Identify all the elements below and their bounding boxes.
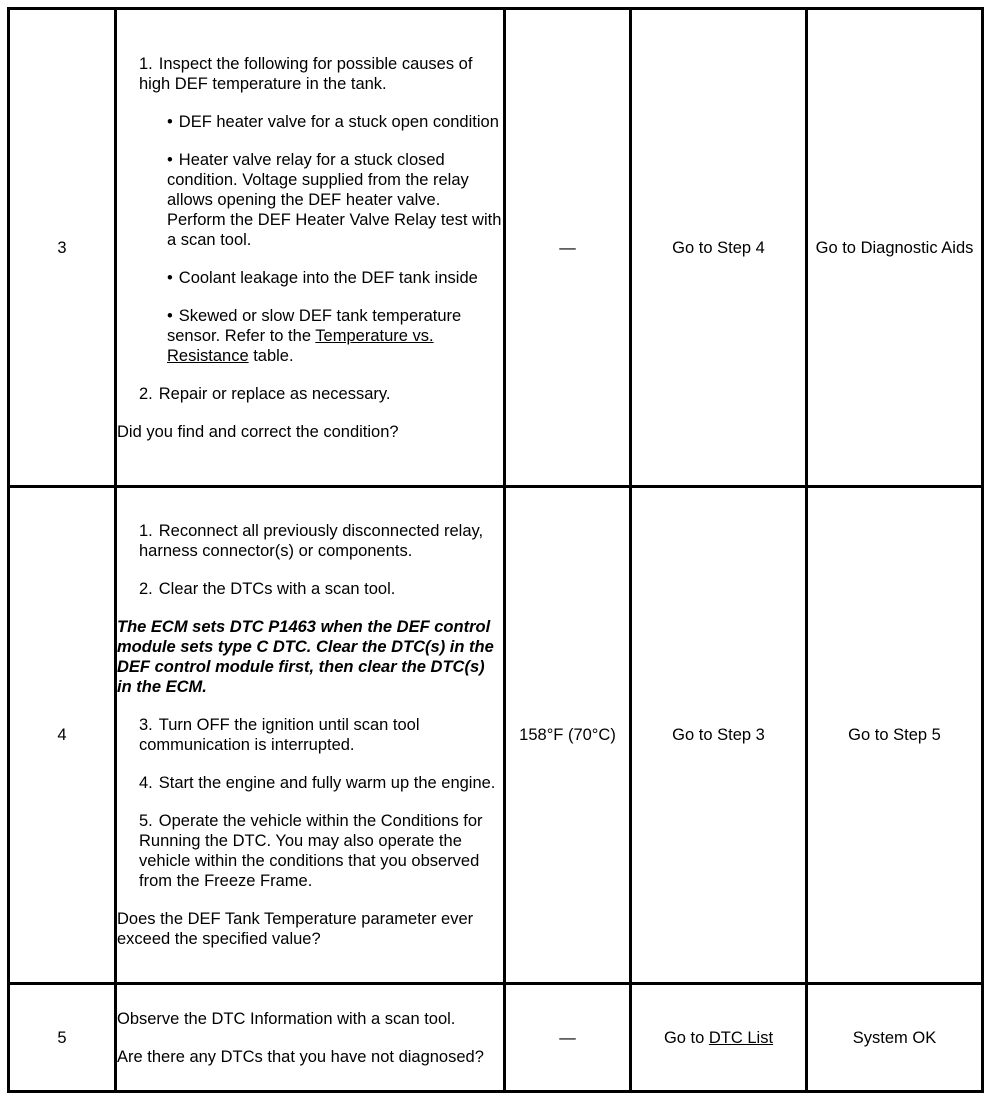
- step-index: 4.: [139, 774, 153, 792]
- step-text: Repair or replace as necessary.: [158, 384, 391, 403]
- action-step: [117, 54, 503, 94]
- bullet-glyph: •: [167, 150, 173, 169]
- action-step: [117, 773, 503, 793]
- step-index: 1.: [139, 54, 153, 73]
- action-step: [117, 521, 503, 561]
- step-index: 3.: [139, 716, 153, 734]
- table-row-step-4: [9, 487, 983, 984]
- step-text: Start the engine and fully warm up the engine.: [158, 774, 496, 792]
- step-text: Clear the DTCs with a scan tool.: [158, 580, 396, 598]
- yes-result: [631, 984, 807, 1092]
- step-index: 5.: [139, 812, 153, 830]
- bullet-text: DEF heater valve for a stuck open condition: [178, 112, 499, 131]
- step-question: Did you find and correct the condition?: [117, 422, 399, 441]
- action-step: [117, 811, 503, 891]
- step-text: Reconnect all previously disconnected relay, harness connector(s) or components.: [139, 522, 484, 560]
- bullet-item: [117, 150, 503, 250]
- step-number: 3: [9, 9, 116, 487]
- action-step: [117, 384, 503, 404]
- bullet-glyph: •: [167, 306, 173, 325]
- bullet-glyph: •: [167, 268, 173, 287]
- bullet-text: Skewed or slow DEF tank temperature sensor. Refer to the: [167, 306, 462, 345]
- table-row-step-3: [9, 9, 983, 487]
- specified-value: —: [505, 9, 631, 487]
- yes-result: Go to Step 4: [631, 9, 807, 487]
- important-note: The ECM sets DTC P1463 when the DEF control module sets type C DTC. Clear the DTC(s) in the DEF control module first, then clear the DTC(s) in the ECM.: [117, 618, 494, 696]
- action-cell: [116, 984, 505, 1092]
- action-step: [117, 579, 503, 599]
- no-result: System OK: [807, 984, 983, 1092]
- yes-result-text: Go to: [663, 1028, 709, 1047]
- step-question: Are there any DTCs that you have not diagnosed?: [117, 1047, 484, 1066]
- step-text: Turn OFF the ignition until scan tool communication is interrupted.: [139, 716, 420, 754]
- step-index: 2.: [139, 580, 153, 598]
- bullet-item: [117, 112, 503, 132]
- step-question: Does the DEF Tank Temperature parameter ever exceed the specified value?: [117, 910, 474, 948]
- step-index: 1.: [139, 522, 153, 540]
- bullet-item: [117, 306, 503, 366]
- bullet-text: Heater valve relay for a stuck closed condition. Voltage supplied from the relay allows opening the DEF heater valve. Perform the DEF Heater Valve Relay test with a scan tool.: [167, 150, 502, 249]
- dtc-list-link[interactable]: DTC List: [708, 1028, 774, 1047]
- bullet-glyph: •: [167, 112, 173, 131]
- no-result: Go to Step 5: [807, 487, 983, 984]
- bullet-text: Coolant leakage into the DEF tank inside: [178, 268, 478, 287]
- action-cell: [116, 9, 505, 487]
- no-result: Go to Diagnostic Aids: [807, 9, 983, 487]
- bullet-text-end: table.: [248, 346, 294, 365]
- step-number: 4: [9, 487, 116, 984]
- yes-result: Go to Step 3: [631, 487, 807, 984]
- step-index: 2.: [139, 384, 153, 403]
- diagnostic-table: [7, 7, 984, 1093]
- action-text: Observe the DTC Information with a scan tool.: [117, 1009, 456, 1028]
- temperature-resistance-link[interactable]: Temperature vs. Resistance: [167, 326, 434, 365]
- step-number: 5: [9, 984, 116, 1092]
- specified-value: —: [505, 984, 631, 1092]
- step-text: Inspect the following for possible causes of high DEF temperature in the tank.: [139, 54, 473, 93]
- table-row-step-5: [9, 984, 983, 1092]
- action-cell: [116, 487, 505, 984]
- action-step: [117, 715, 503, 755]
- specified-value: 158°F (70°C): [505, 487, 631, 984]
- step-text: Operate the vehicle within the Conditions for Running the DTC. You may also operate the vehicle within the conditions that you observed from the Freeze Frame.: [139, 812, 483, 890]
- bullet-item: [117, 268, 503, 288]
